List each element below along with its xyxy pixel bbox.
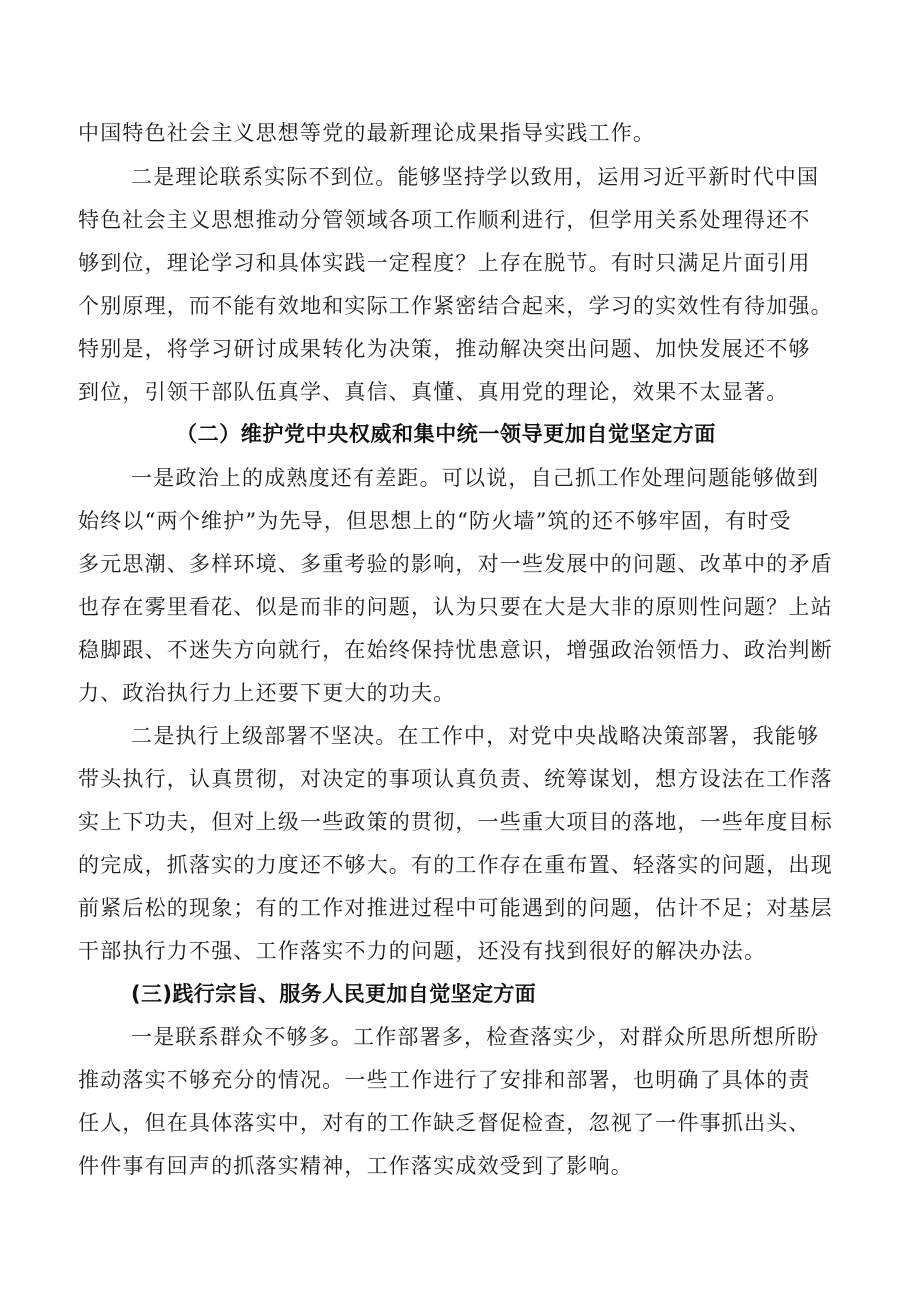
body-text-line: 稳脚跟、不迷失方向就行，在始终保持忧患意识，增强政治领悟力、政治判断: [78, 638, 833, 662]
body-text-line: 个别原理，而不能有效地和实际工作紧密结合起来，学习的实效性有待加强。: [78, 294, 833, 318]
body-text-line: 多元思潮、多样环境、多重考验的影响，对一些发展中的问题、改革中的矛盾: [78, 552, 833, 576]
body-text-line: 干部执行力不强、工作落实不力的问题，还没有找到很好的解决办法。: [78, 939, 767, 963]
body-text-line: 力、政治执行力上还要下更大的功夫。: [78, 681, 456, 705]
section-heading-2: （二）维护党中央权威和集中统一领导更加自觉坚定方面: [176, 422, 716, 446]
body-text-line: 任人，但在具体落实中，对有的工作缺乏督促检查，忽视了一件事抓出头、: [78, 1111, 811, 1135]
body-text-line: 带头执行，认真贯彻，对决定的事项认真负责、统筹谋划，想方设法在工作落: [78, 767, 833, 791]
paragraph-first-line: 一是联系群众不够多。工作部署多，检查落实少，对群众所思所想所盼: [131, 1025, 820, 1049]
section-heading-3: (三)践行宗旨、服务人民更加自觉坚定方面: [131, 982, 537, 1006]
body-text-line: 到位，引领干部队伍真学、真信、真懂、真用党的理论，效果不太显著。: [78, 380, 789, 404]
body-text-line: 够到位，理论学习和具体实践一定程度？上存在脱节。有时只满足片面引用: [78, 251, 811, 275]
paragraph-first-line: 一是政治上的成熟度还有差距。可以说，自己抓工作处理问题能够做到: [131, 466, 820, 490]
body-text-line: 特别是，将学习研讨成果转化为决策，推动解决突出问题、加快发展还不够: [78, 337, 811, 361]
body-text-line: 始终以“两个维护”为先导，但思想上的“防火墙”筑的还不够牢固，有时受: [78, 509, 792, 533]
paragraph-first-line: 二是执行上级部署不坚决。在工作中，对党中央战略决策部署，我能够: [131, 724, 820, 748]
body-text-line: 的完成，抓落实的力度还不够大。有的工作存在重布置、轻落实的问题，出现: [78, 853, 833, 877]
body-text-line: 推动落实不够充分的情况。一些工作进行了安排和部署，也明确了具体的责: [78, 1068, 811, 1092]
paragraph-first-line: 二是理论联系实际不到位。能够坚持学以致用，运用习近平新时代中国: [131, 165, 820, 189]
body-text-line: 也存在雾里看花、似是而非的问题，认为只要在大是大非的原则性问题？上站: [78, 595, 833, 619]
body-text-line: 中国特色社会主义思想等党的最新理论成果指导实践工作。: [78, 121, 656, 145]
body-text-line: 实上下功夫，但对上级一些政策的贯彻，一些重大项目的落地，一些年度目标: [78, 810, 833, 834]
body-text-line: 特色社会主义思想推动分管领域各项工作顺利进行，但学用关系处理得还不: [78, 208, 811, 232]
body-text-line: 前紧后松的现象；有的工作对推进过程中可能遇到的问题，估计不足；对基层: [78, 896, 833, 920]
body-text-line: 件件事有回声的抓落实精神，工作落实成效受到了影响。: [78, 1154, 633, 1178]
